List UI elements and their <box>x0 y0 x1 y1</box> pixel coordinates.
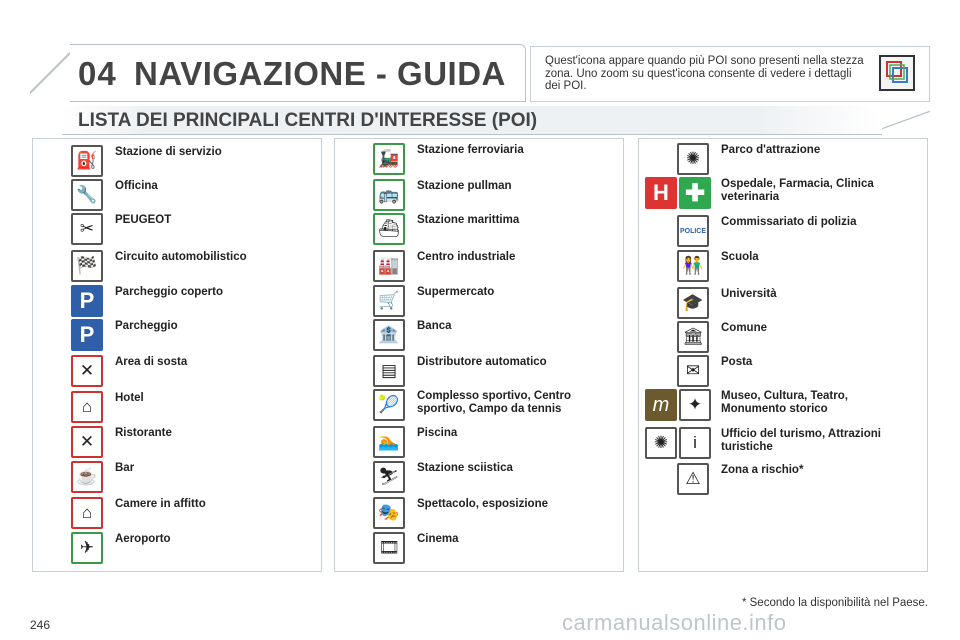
poi-label: Complesso sportivo, Centro sportivo, Campo da tennis <box>417 390 571 415</box>
poi-label: Parco d'attrazione <box>721 144 821 156</box>
poi-column-2 <box>334 138 624 572</box>
ferry-terminal-icon: ⛴ <box>373 213 405 245</box>
bar-cup-icon: ☕ <box>71 461 103 493</box>
poi-item <box>677 250 937 284</box>
poi-label: Spettacolo, esposizione <box>417 498 548 510</box>
poi-item <box>71 355 331 389</box>
page-number: 246 <box>30 618 51 632</box>
hospital-icon: H <box>645 177 677 209</box>
peugeot-tools-icon: ✂ <box>71 213 103 245</box>
poi-item <box>677 463 937 497</box>
poi-item <box>677 321 937 355</box>
poi-item <box>645 389 905 423</box>
poi-item <box>71 285 331 319</box>
poi-item <box>373 179 633 213</box>
poi-item <box>677 143 937 177</box>
poi-item <box>645 427 905 461</box>
poi-label: Area di sosta <box>115 356 188 368</box>
poi-label: Hotel <box>115 392 144 404</box>
poi-item <box>71 319 331 353</box>
industrial-center-icon: 🏭 <box>373 250 405 282</box>
multiple-poi-icon <box>879 55 915 91</box>
poi-label: Ristorante <box>115 427 172 439</box>
shopping-cart-icon: 🛒 <box>373 285 405 317</box>
pharmacy-cross-icon: ✚ <box>679 177 711 209</box>
poi-label: Camere in affitto <box>115 498 206 510</box>
poi-item <box>373 319 633 353</box>
poi-item <box>373 497 633 531</box>
poi-label: PEUGEOT <box>115 214 172 226</box>
poi-item <box>373 143 633 177</box>
chapter-number: 04 <box>78 55 117 92</box>
poi-item <box>677 287 937 321</box>
poi-item <box>71 426 331 460</box>
wrench-icon: 🔧 <box>71 179 103 211</box>
multiple-poi-note <box>530 46 930 102</box>
town-hall-icon: 🏛 <box>677 321 709 353</box>
school-children-icon: 👫 <box>677 250 709 282</box>
poi-label: Commissariato di polizia <box>721 216 857 228</box>
hotel-icon: ⌂ <box>71 391 103 423</box>
poi-label: Ufficio del turismo, Attrazioni turistiche <box>721 428 881 453</box>
ferris-wheel-icon: ✺ <box>677 143 709 175</box>
film-strip-icon: 🎞 <box>373 532 405 564</box>
poi-label: Cinema <box>417 533 459 545</box>
monument-icon: ✦ <box>679 389 711 421</box>
poi-label: Posta <box>721 356 753 368</box>
rest-area-icon: ✕ <box>71 355 103 387</box>
atm-icon: ▤ <box>373 355 405 387</box>
poi-item <box>71 213 331 247</box>
chapter-title: NAVIGAZIONE - GUIDA <box>134 55 506 92</box>
tourist-attraction-icon: ✺ <box>645 427 677 459</box>
bank-icon: 🏦 <box>373 319 405 351</box>
poi-item <box>71 250 331 284</box>
poi-label: Stazione sciistica <box>417 462 513 474</box>
section-bar <box>62 106 882 135</box>
poi-label: Distributore automatico <box>417 356 547 368</box>
poi-label: Università <box>721 288 777 300</box>
parking-icon: P <box>71 319 103 351</box>
poi-label: Scuola <box>721 251 759 263</box>
airport-icon: ✈ <box>71 532 103 564</box>
poi-label: Parcheggio <box>115 320 178 332</box>
poi-item <box>373 250 633 284</box>
poi-item <box>373 213 633 247</box>
fuel-pump-icon: ⛽ <box>71 145 103 177</box>
poi-label: Circuito automobilistico <box>115 251 247 263</box>
footnote: * Secondo la disponibilità nel Paese. <box>741 597 928 609</box>
poi-item <box>373 461 633 495</box>
note-text: Quest'icona appare quando più POI sono presenti nella stezza zona. Uno zoom su quest'icona consente di vedere i dettagli dei POI. <box>545 55 864 92</box>
poi-label: Ospedale, Farmacia, Clinica veterinaria <box>721 178 874 203</box>
poi-label: Stazione pullman <box>417 180 512 192</box>
race-track-icon: 🏁 <box>71 250 103 282</box>
poi-item <box>71 497 331 531</box>
poi-column-3 <box>638 138 928 572</box>
room-rental-icon: ⌂ <box>71 497 103 529</box>
tourist-info-icon: i <box>679 427 711 459</box>
poi-item <box>71 179 331 213</box>
train-station-icon: 🚂 <box>373 143 405 175</box>
ski-resort-icon: ⛷ <box>373 461 405 493</box>
poi-label: Stazione marittima <box>417 214 520 226</box>
bus-station-icon: 🚌 <box>373 179 405 211</box>
poi-label: Aeroporto <box>115 533 171 545</box>
envelope-icon: ✉ <box>677 355 709 387</box>
theatre-masks-icon: 🎭 <box>373 497 405 529</box>
poi-label: Stazione ferroviaria <box>417 144 524 156</box>
poi-column-1 <box>32 138 322 572</box>
poi-label: Comune <box>721 322 767 334</box>
poi-item <box>373 426 633 460</box>
poi-item <box>677 355 937 389</box>
poi-label: Officina <box>115 180 158 192</box>
watermark: carmanualsonline.info <box>562 610 787 635</box>
poi-item <box>373 532 633 566</box>
poi-item <box>373 355 633 389</box>
poi-label: Stazione di servizio <box>115 146 222 158</box>
police-icon: POLICE <box>677 215 709 247</box>
poi-item <box>71 461 331 495</box>
covered-parking-icon: P <box>71 285 103 317</box>
poi-item <box>71 532 331 566</box>
poi-item <box>677 215 937 249</box>
poi-item <box>373 285 633 319</box>
poi-label: Parcheggio coperto <box>115 286 223 298</box>
danger-zone-icon: ⚠ <box>677 463 709 495</box>
poi-label: Zona a rischio* <box>721 464 804 476</box>
sports-complex-icon: 🎾 <box>373 389 405 421</box>
poi-item <box>645 177 905 211</box>
graduate-cap-icon: 🎓 <box>677 287 709 319</box>
museum-icon: m <box>645 389 677 421</box>
section-title: LISTA DEI PRINCIPALI CENTRI D'INTERESSE (POI) <box>78 110 538 131</box>
swimming-pool-icon: 🏊 <box>373 426 405 458</box>
poi-label: Supermercato <box>417 286 495 298</box>
poi-item <box>71 145 331 179</box>
restaurant-icon: ✕ <box>71 426 103 458</box>
poi-label: Centro industriale <box>417 251 516 263</box>
poi-label: Piscina <box>417 427 458 439</box>
poi-item <box>71 391 331 425</box>
poi-label: Bar <box>115 462 135 474</box>
poi-label: Banca <box>417 320 452 332</box>
poi-label: Museo, Cultura, Teatro, Monumento storico <box>721 390 848 415</box>
poi-item <box>373 389 633 423</box>
